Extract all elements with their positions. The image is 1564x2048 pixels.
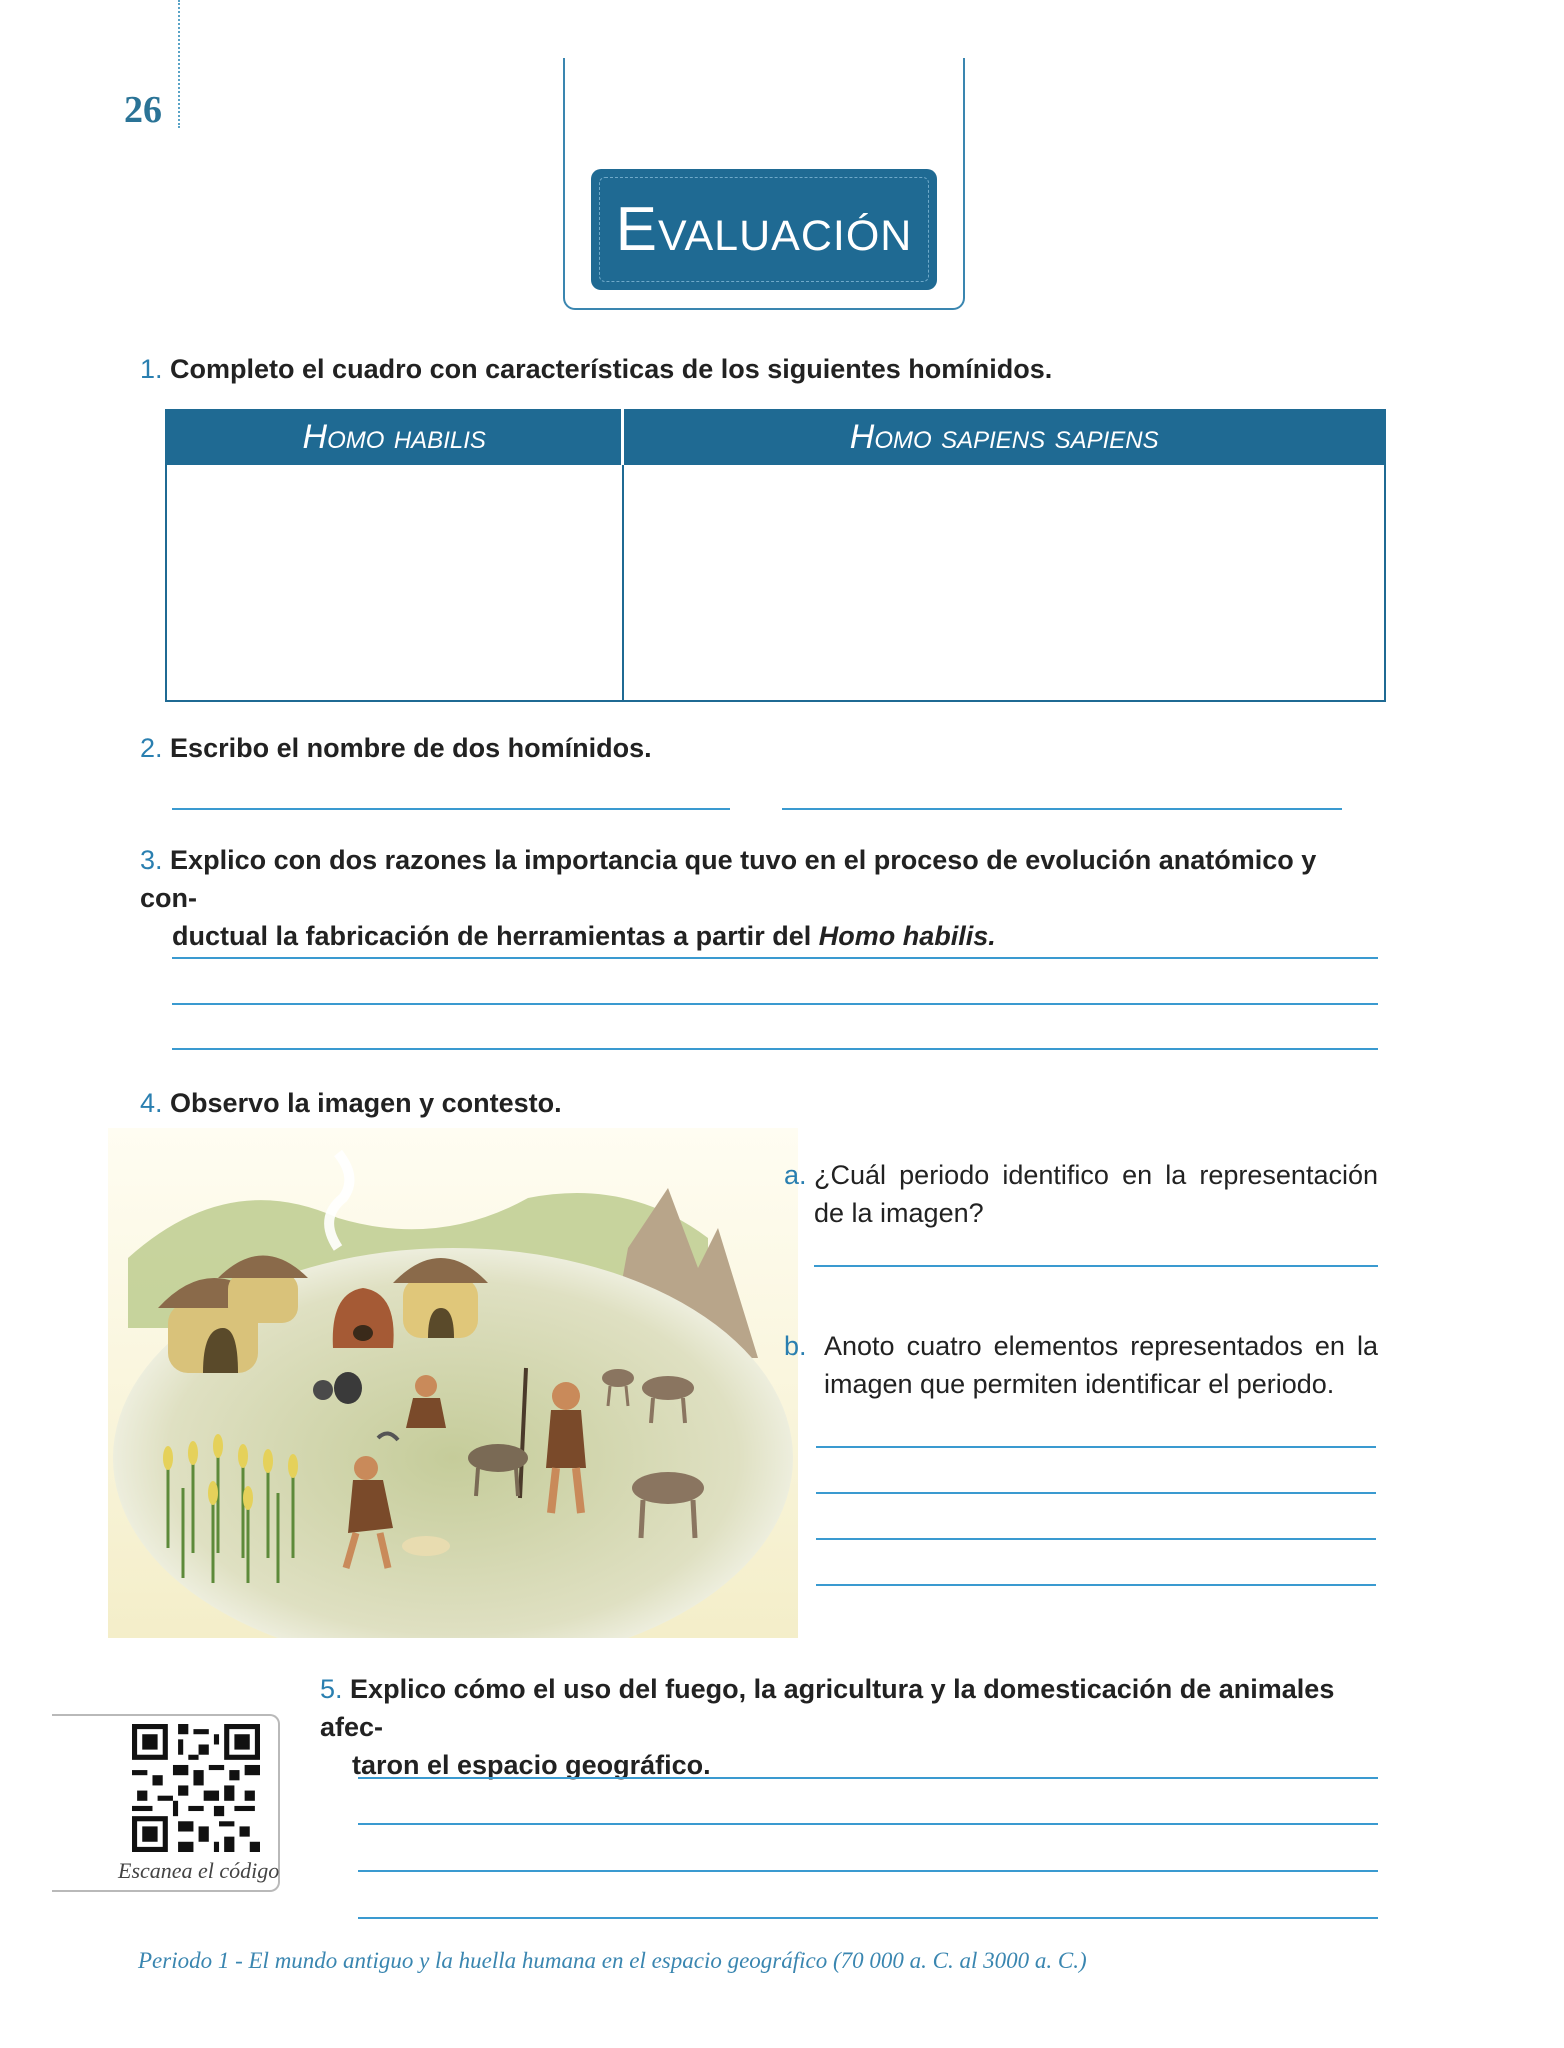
- question-text-line2: taron el espacio geográfico.: [352, 1750, 711, 1780]
- question-number: 3.: [140, 845, 163, 875]
- sub-label-b: b.: [784, 1331, 807, 1361]
- question-text-line1: Explico con dos razones la importancia que tuvo en el proceso de evolución anatómico y con-: [140, 845, 1317, 913]
- answer-line[interactable]: [358, 1777, 1378, 1779]
- page-number: 26: [124, 89, 162, 131]
- answer-line[interactable]: [816, 1584, 1376, 1586]
- question-text-line1: Explico cómo el uso del fuego, la agricultura y la domesticación de animales afec-: [320, 1674, 1335, 1742]
- question-text: Completo el cuadro con características de los siguientes homínidos.: [170, 354, 1053, 384]
- neolithic-village-illustration: [108, 1128, 798, 1638]
- grain-basket: [402, 1536, 450, 1556]
- question-text: Escribo el nombre de dos homínidos.: [170, 733, 652, 763]
- qr-caption: Escanea el código: [118, 1858, 280, 1883]
- question-3: [140, 841, 1380, 955]
- answer-line[interactable]: [816, 1538, 1376, 1540]
- section-title: Evaluación: [599, 177, 929, 282]
- table-cell-homo-sapiens[interactable]: [623, 464, 1385, 701]
- question-text-italic: Homo habilis.: [818, 921, 996, 951]
- answer-line[interactable]: [358, 1870, 1378, 1872]
- sub-text-a: ¿Cuál periodo identifico en la representación de la imagen?: [814, 1160, 1378, 1228]
- hominid-table: [165, 409, 1386, 702]
- answer-line[interactable]: [782, 808, 1342, 810]
- question-number: 2.: [140, 733, 163, 763]
- answer-line[interactable]: [172, 957, 1378, 959]
- sub-text-b: Anoto cuatro elementos representados en la imagen que permiten identificar el periodo.: [824, 1331, 1378, 1399]
- section-title-box: [591, 169, 937, 290]
- qr-code-icon[interactable]: [132, 1724, 260, 1852]
- answer-line[interactable]: [814, 1265, 1378, 1267]
- table-header-homo-habilis: Homo habilis: [166, 410, 623, 464]
- question-1: [140, 350, 1052, 388]
- question-number: 1.: [140, 354, 163, 384]
- question-4: [140, 1084, 562, 1122]
- answer-line[interactable]: [816, 1492, 1376, 1494]
- answer-line[interactable]: [172, 1003, 1378, 1005]
- answer-line[interactable]: [358, 1917, 1378, 1919]
- margin-dotted-rule: [178, 0, 180, 128]
- table-header-homo-sapiens: Homo sapiens sapiens: [623, 410, 1385, 464]
- table-cell-homo-habilis[interactable]: [166, 464, 623, 701]
- question-4a: [784, 1156, 1378, 1232]
- answer-line[interactable]: [172, 808, 730, 810]
- answer-line[interactable]: [816, 1446, 1376, 1448]
- answer-line[interactable]: [172, 1048, 1378, 1050]
- question-5: [320, 1670, 1382, 1784]
- answer-line[interactable]: [358, 1823, 1378, 1825]
- question-text-line2: ductual la fabricación de herramientas a partir del: [172, 921, 819, 951]
- sub-label-a: a.: [784, 1160, 807, 1190]
- page-footer: Periodo 1 - El mundo antiguo y la huella humana en el espacio geográfico (70 000 a. C. al 3000 a. C.): [138, 1948, 1087, 1973]
- question-2: [140, 729, 652, 767]
- question-number: 4.: [140, 1088, 163, 1118]
- question-number: 5.: [320, 1674, 343, 1704]
- question-4b: [784, 1327, 1378, 1403]
- question-text: Observo la imagen y contesto.: [170, 1088, 562, 1118]
